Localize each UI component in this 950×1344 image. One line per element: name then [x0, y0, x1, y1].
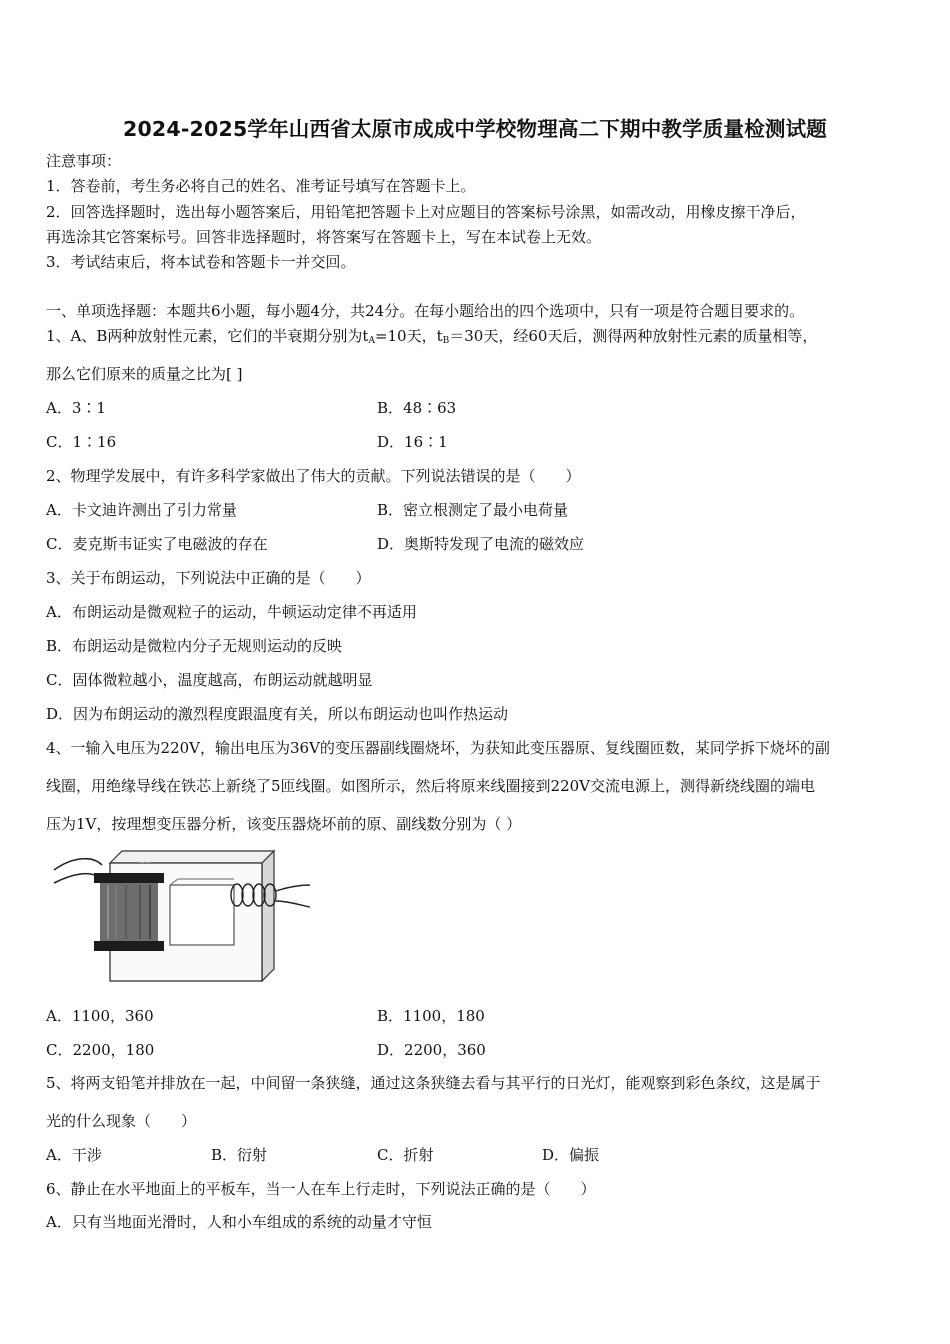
- option-c[interactable]: C．固体微粒越小，温度越高，布朗运动就越明显: [46, 671, 373, 689]
- option-b[interactable]: B．48∶63: [377, 399, 457, 417]
- option-d[interactable]: D．16∶1: [377, 433, 448, 451]
- section-heading: 一、单项选择题：本题共6小题，每小题4分，共24分。在每小题给出的四个选项中，只有一项是符合题目要求的。: [46, 302, 805, 320]
- option-a[interactable]: A．卡文迪许测出了引力常量: [46, 501, 237, 519]
- option-d[interactable]: D．偏振: [542, 1146, 600, 1164]
- option-a[interactable]: A．布朗运动是微观粒子的运动，牛顿运动定律不再适用: [46, 603, 417, 621]
- core-side-face: [262, 851, 274, 981]
- option-d[interactable]: D．奥斯特发现了电流的磁效应: [377, 535, 585, 553]
- lead-wire: [54, 874, 98, 883]
- option-a[interactable]: A．干涉: [46, 1146, 102, 1164]
- notice-item: 2．回答选择题时，选出每小题答案后，用铅笔把答题卡上对应题目的答案标号涂黑，如需改动，用橡皮擦干净后，: [46, 203, 806, 221]
- question-4-stem: 4、一输入电压为220V，输出电压为36V的变压器副线圈烧坏，为获知此变压器原、复线圈匝数，某同学拆下烧坏的副: [46, 739, 830, 757]
- lead-wire: [276, 885, 310, 891]
- notice-item: 再选涂其它答案标号。回答非选择题时，将答案写在答题卡上，写在本试卷上无效。: [46, 228, 602, 246]
- option-c[interactable]: C．1∶16: [46, 433, 117, 451]
- notice-heading: 注意事项：: [46, 152, 122, 170]
- lead-wire: [276, 901, 310, 907]
- option-c[interactable]: C．麦克斯韦证实了电磁波的存在: [46, 535, 268, 553]
- question-6-stem: 6、静止在水平地面上的平板车，当一人在车上行走时，下列说法正确的是（ ）: [46, 1180, 596, 1198]
- transformer-figure: [52, 845, 314, 985]
- question-5-stem-cont: 光的什么现象（ ）: [46, 1112, 197, 1130]
- option-b[interactable]: B．1100，180: [377, 1007, 485, 1025]
- option-c[interactable]: C．2200，180: [46, 1041, 155, 1059]
- option-a[interactable]: A．3∶1: [46, 399, 106, 417]
- option-b[interactable]: B．衍射: [211, 1146, 268, 1164]
- notice-item: 3．考试结束后，将本试卷和答题卡一并交回。: [46, 253, 356, 271]
- option-b[interactable]: B．密立根测定了最小电荷量: [377, 501, 569, 519]
- question-4-stem-cont: 线圈，用绝缘导线在铁芯上新绕了5匝线圈。如图所示，然后将原来线圈接到220V交流电源上，测得新绕线圈的端电: [46, 777, 816, 795]
- option-a[interactable]: A．只有当地面光滑时，人和小车组成的系统的动量才守恒: [46, 1213, 432, 1231]
- page-title: 2024-2025学年山西省太原市成成中学校物理高二下期中教学质量检测试题: [122, 117, 828, 141]
- option-d[interactable]: D．2200，360: [377, 1041, 486, 1059]
- question-1-stem: 1、A、B两种放射性元素，它们的半衰期分别为$t_A=10$天，$t_B=30$天，经60天后，测得两种放射性元素的质量相等，: [46, 327, 818, 346]
- option-d[interactable]: D．因为布朗运动的激烈程度跟温度有关，所以布朗运动也叫作热运动: [46, 705, 509, 723]
- question-5-stem: 5、将两支铅笔并排放在一起，中间留一条狭缝，通过这条狭缝去看与其平行的日光灯，能观察到彩色条纹，这是属于: [46, 1074, 821, 1092]
- question-3-stem: 3、关于布朗运动，下列说法中正确的是（ ）: [46, 569, 371, 587]
- option-a[interactable]: A．1100，360: [46, 1007, 154, 1025]
- svg-text:~~: ~~: [138, 858, 152, 867]
- notice-item: 1．答卷前，考生务必将自己的姓名、准考证号填写在答题卡上。: [46, 177, 476, 195]
- coil-bottom-flange: [94, 941, 164, 951]
- option-b[interactable]: B．布朗运动是微粒内分子无规则运动的反映: [46, 637, 343, 655]
- core-top-face: [110, 851, 274, 863]
- coil-top-flange: [94, 873, 164, 883]
- option-c[interactable]: C．折射: [377, 1146, 434, 1164]
- question-2-stem: 2、物理学发展中，有许多科学家做出了伟大的贡献。下列说法错误的是（ ）: [46, 467, 581, 485]
- core-window: [170, 885, 234, 945]
- question-1-stem-cont: 那么它们原来的质量之比为[ ]: [46, 365, 243, 383]
- question-4-stem-cont: 压为1V，按理想变压器分析，该变压器烧坏前的原、副线数分别为（ ）: [46, 815, 522, 833]
- lead-wire: [54, 859, 102, 870]
